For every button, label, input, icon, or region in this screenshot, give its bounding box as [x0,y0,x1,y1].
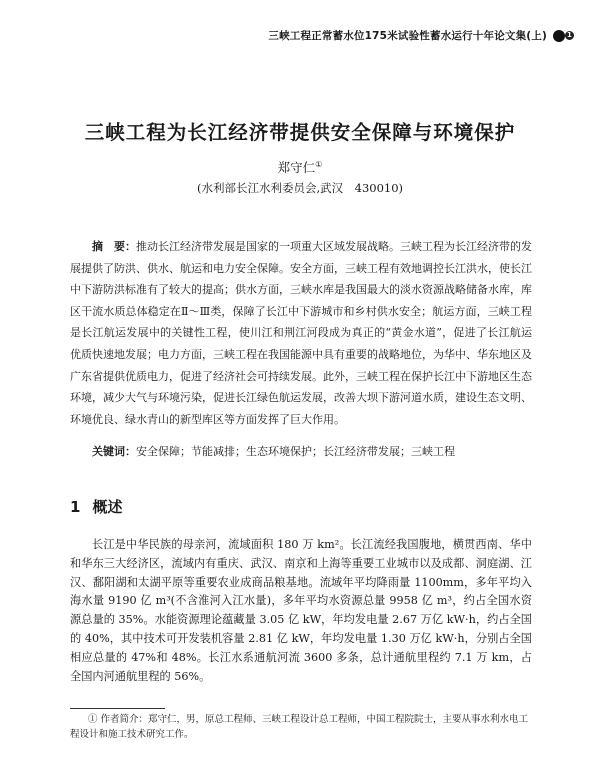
footnote: ① 作者简介：郑守仁，男，原总工程师、三峡工程设计总工程师，中国工程院院士，主要从事水利水电工程设计和施工技术研究工作。 [70,714,529,740]
keywords-text: 安全保障；节能减排；生态环境保护；长江经济带发展；三峡工程 [136,445,455,458]
affiliation: (水利部长江水利委员会,武汉 430010) [196,181,404,195]
abstract-text: 推动长江经济带发展是国家的一项重大区域发展战略。三峡工程为长江经济带的发展提供了防洪、供水、航运和电力安全保障。安全方面，三峡工程有效地调控长江洪水，使长江中下游防洪标准有了较大的提高；供水方面，三峡水库是我国最大的淡水资源战略储备水库，库区干流水质总体稳定在Ⅱ～Ⅲ类，保障了长江中下游城市和乡村供水安全；航运方面，三峡工程是长江航运发展中的关键性工程，使川江和荆江河段成为真正的“黄金水道”，促进了长江航运优质快速地发展；电力方面，三峡工程在我国能源中具有重要的战略地位，为华中、华东地区及广东省提供优质电力，促进了经济社会可持续发展。此外，三峡工程在保护长江中下游地区生态环境，减少大气与环境污染，促进长江绿色航运发展，改善大坝下游河道水质，建设生态文明、环境优良、绿水青山的新型库区等方面发挥了巨大作用。 [70,240,532,426]
abstract [70,236,532,430]
section-heading [70,496,122,517]
abstract-label: 摘 要： [92,240,136,253]
section-number: 1 [70,498,81,516]
keywords-label: 关键词： [92,445,136,458]
author-name: 郑守仁 [277,160,316,175]
author-line [0,158,600,176]
running-header [268,28,574,43]
section-title: 概述 [92,498,123,516]
footnote-divider [70,708,165,709]
header-ornament-icon [553,30,565,42]
body-paragraph: 长江是中华民族的母亲河，流域面积 180 万 km²。长江流经我国腹地，横贯西南、华中和华东三大经济区，流域内有重庆、武汉、南京和上海等重要工业城市以及成都、洞庭湖、江汉、鄱阳湖和太湖平原等重要农业成商品粮基地。流域年平均降雨量 1100mm，多年平均入海水量 9190 亿 m³(不含淮河入江水量)，多年平均水资源总量 9958 亿 m³，约占全国水资源总量的 35%。水能资源理论蕴藏量 3.05 亿 kW，年均发电量 2.67 万亿 kW·h，约占全国的 40%，其中技术可开发装机容量 2.81 亿 kW，年均发电量 1.30 万亿 kW·h，分别占全国相应总量的 47%和 48%。长江水系通航河流 3600 多条，总计通航里程约 7.1 万 km，占全国内河通航里程的 56%。 [70,538,532,683]
author-note-marker: ① [315,159,323,169]
keywords [92,443,532,461]
page-number: 1 [566,31,573,39]
paper-title: 三峡工程为长江经济带提供安全保障与环境保护 [84,121,516,144]
running-title: 三峡工程正常蓄水位175米试验性蓄水运行十年论文集(上) [268,30,547,42]
